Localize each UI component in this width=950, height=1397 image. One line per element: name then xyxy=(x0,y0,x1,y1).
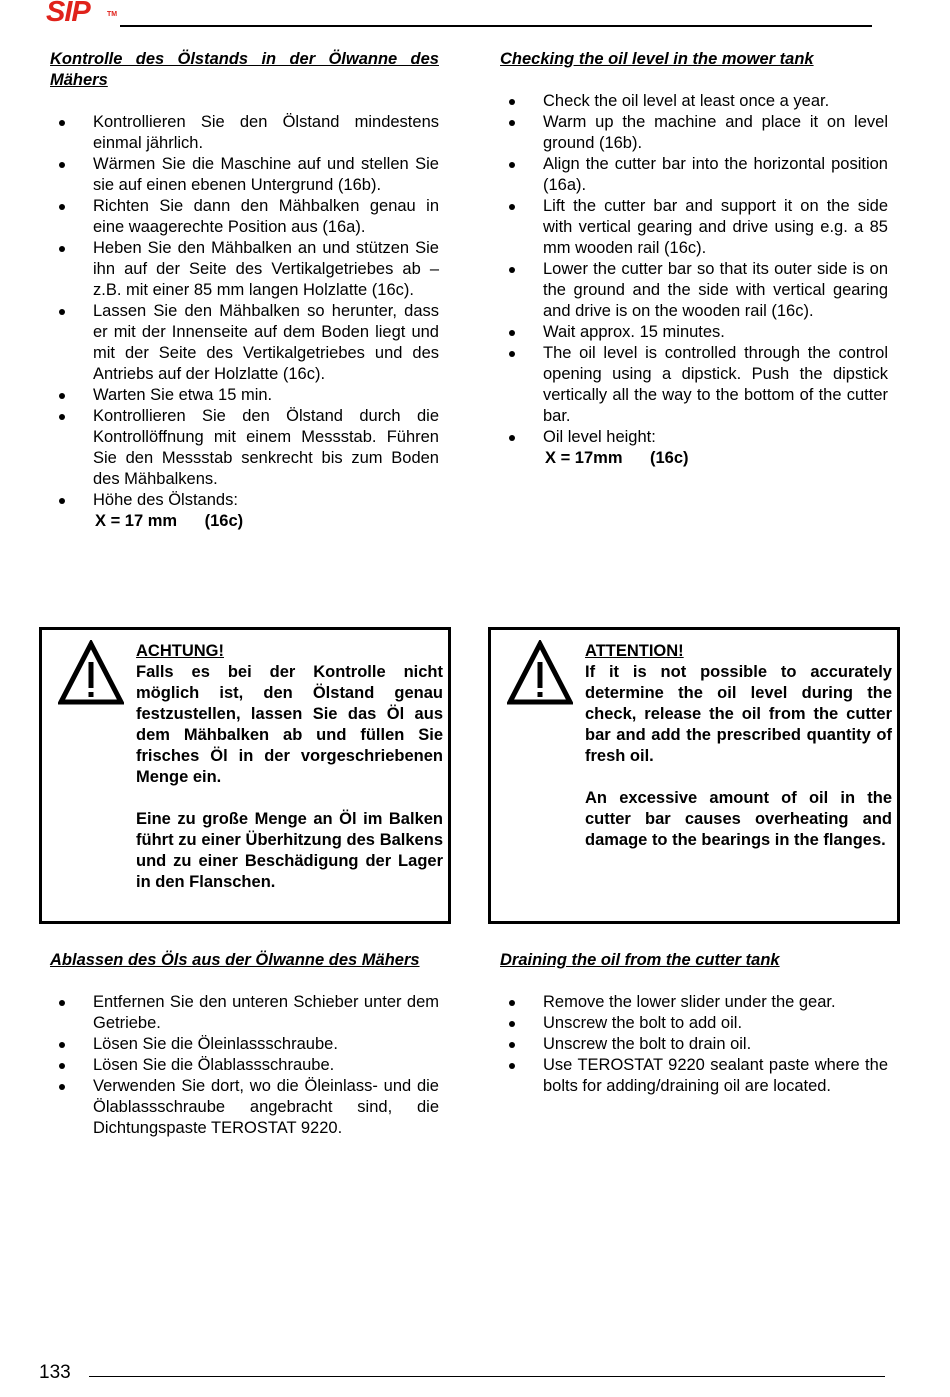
bullet-icon xyxy=(509,351,515,357)
list-item xyxy=(50,301,439,385)
bullet-icon xyxy=(59,1000,65,1006)
warning-text xyxy=(136,641,443,893)
bullet-icon xyxy=(59,120,65,126)
header-rule xyxy=(120,25,872,27)
bullet-icon xyxy=(509,1042,515,1048)
list-item xyxy=(50,112,439,154)
section-title: Kontrolle des Ölstands in der Ölwanne des Mähers xyxy=(50,50,439,89)
warning-title: ATTENTION! xyxy=(585,642,684,660)
bullet-icon xyxy=(509,330,515,336)
list-item xyxy=(50,196,439,238)
bullet-icon xyxy=(59,246,65,252)
bullet-icon xyxy=(59,162,65,168)
bullet-icon xyxy=(509,162,515,168)
list-item-text: The oil level is controlled through the control opening using a dipstick. Push the dipstick vertically all the way to the bottom of the cutter bar. xyxy=(543,344,888,425)
check-oil-section-en xyxy=(500,49,888,469)
list-item-text: Verwenden Sie dort, wo die Öleinlass- und die Ölablassschraube angebracht sind, die Dichtungspaste TEROSTAT 9220. xyxy=(93,1077,439,1137)
bullet-icon xyxy=(509,435,515,441)
check-steps-list xyxy=(50,112,439,532)
bullet-icon xyxy=(59,1084,65,1090)
bullet-icon xyxy=(509,204,515,210)
warning-paragraph: Eine zu große Menge an Öl im Balken führt zu einer Überhitzung des Balkens und zu einer Beschädigung der Lager in den Flanschen. xyxy=(136,810,443,891)
bullet-icon xyxy=(509,1021,515,1027)
list-item-text: Lift the cutter bar and support it on the side with vertical gearing and drive using e.g. a 85 mm wooden rail (16c). xyxy=(543,197,888,257)
list-item-text: Warm up the machine and place it on level ground (16b). xyxy=(543,113,888,152)
oil-level-value: X = 17 mm (16c) xyxy=(95,512,244,530)
list-item xyxy=(50,1076,439,1139)
list-item xyxy=(500,91,888,112)
list-item xyxy=(50,992,439,1034)
list-item-text: Wait approx. 15 minutes. xyxy=(543,323,725,341)
list-item-text: Heben Sie den Mähbalken an und stützen Sie ihn auf der Seite des Vertikalgetriebes ab – z.B. mit einer 85 mm langen Holzlatte (16c). xyxy=(93,239,439,299)
bullet-icon xyxy=(509,1063,515,1069)
list-item-text: Höhe des Ölstands: xyxy=(93,491,238,509)
list-item xyxy=(50,385,439,406)
list-item xyxy=(50,1034,439,1055)
list-item-text: Lassen Sie den Mähbalken so herunter, dass er mit der Innenseite auf dem Boden liegt und mit der Seite des Vertikalgetriebes und des Antriebs auf der Holzlatte (16c). xyxy=(93,302,439,383)
bullet-icon xyxy=(509,120,515,126)
list-item xyxy=(50,406,439,490)
list-item xyxy=(50,1055,439,1076)
section-title: Draining the oil from the cutter tank xyxy=(500,951,780,969)
list-item xyxy=(500,154,888,196)
drain-oil-section-en xyxy=(500,950,888,1097)
list-item xyxy=(50,238,439,301)
warning-triangle-icon xyxy=(58,640,124,706)
warning-box-en xyxy=(488,627,900,924)
page-number: 133 xyxy=(39,1362,71,1383)
list-item xyxy=(500,196,888,259)
bullet-icon xyxy=(59,1042,65,1048)
list-item-text: Remove the lower slider under the gear. xyxy=(543,993,836,1011)
footer-rule xyxy=(89,1376,885,1377)
list-item xyxy=(50,490,439,532)
section-title: Ablassen des Öls aus der Ölwanne des Mähers xyxy=(50,951,420,969)
check-oil-section-de xyxy=(50,49,439,532)
list-item xyxy=(500,112,888,154)
bullet-icon xyxy=(509,99,515,105)
list-item xyxy=(500,427,888,469)
trademark-mark: TM xyxy=(107,11,118,18)
list-item-text: Entfernen Sie den unteren Schieber unter dem Getriebe. xyxy=(93,993,439,1032)
warning-title: ACHTUNG! xyxy=(136,642,224,660)
list-item-text: Check the oil level at least once a year. xyxy=(543,92,830,110)
check-steps-list xyxy=(500,91,888,469)
list-item xyxy=(500,259,888,322)
list-item xyxy=(500,343,888,427)
list-item-text: Lösen Sie die Ölablassschraube. xyxy=(93,1056,335,1074)
list-item xyxy=(500,1055,888,1097)
bullet-icon xyxy=(59,309,65,315)
list-item xyxy=(500,992,888,1013)
list-item-text: Lower the cutter bar so that its outer side is on the ground and the side with vertical gearing and drive is on the wooden rail (16c). xyxy=(543,260,888,320)
bullet-icon xyxy=(59,498,65,504)
warning-box-de xyxy=(39,627,451,924)
oil-level-value: X = 17mm (16c) xyxy=(545,449,689,467)
drain-oil-section-de xyxy=(50,950,439,1139)
list-item xyxy=(500,322,888,343)
warning-text xyxy=(585,641,892,851)
list-item xyxy=(50,154,439,196)
list-item-text: Kontrollieren Sie den Ölstand mindestens einmal jährlich. xyxy=(93,113,439,152)
list-item-text: Kontrollieren Sie den Ölstand durch die Kontrollöffnung mit einem Messstab. Führen Sie den Messstab senkrecht bis zum Boden des Mähbalkens. xyxy=(93,407,439,488)
list-item-text: Unscrew the bolt to drain oil. xyxy=(543,1035,752,1053)
drain-steps-list xyxy=(500,992,888,1097)
bullet-icon xyxy=(509,267,515,273)
list-item-text: Unscrew the bolt to add oil. xyxy=(543,1014,743,1032)
list-item-text: Wärmen Sie die Maschine auf und stellen Sie sie auf einen ebenen Untergrund (16b). xyxy=(93,155,439,194)
warning-paragraph: If it is not possible to accurately determine the oil level during the check, release the oil from the cutter bar and add the prescribed quantity of fresh oil. xyxy=(585,663,892,765)
warning-triangle-icon xyxy=(507,640,573,706)
list-item-text: Use TEROSTAT 9220 sealant paste where the bolts for adding/draining oil are located. xyxy=(543,1056,888,1095)
sip-logo: SIP xyxy=(46,0,90,28)
list-item-text: Align the cutter bar into the horizontal position (16a). xyxy=(543,155,888,194)
list-item-text: Richten Sie dann den Mähbalken genau in eine waagerechte Position aus (16a). xyxy=(93,197,439,236)
list-item xyxy=(500,1013,888,1034)
bullet-icon xyxy=(59,393,65,399)
list-item-text: Lösen Sie die Öleinlassschraube. xyxy=(93,1035,338,1053)
section-title: Checking the oil level in the mower tank xyxy=(500,50,814,68)
warning-paragraph: An excessive amount of oil in the cutter bar causes overheating and damage to the bearings in the flanges. xyxy=(585,789,892,849)
list-item xyxy=(500,1034,888,1055)
warning-paragraph: Falls es bei der Kontrolle nicht möglich ist, den Ölstand genau festzustellen, lassen Sie das Öl aus dem Mähbalken ab und füllen Sie frisches Öl in der vorgeschriebenen Menge ein. xyxy=(136,663,443,786)
list-item-text: Oil level height: xyxy=(543,428,656,446)
drain-steps-list xyxy=(50,992,439,1139)
list-item-text: Warten Sie etwa 15 min. xyxy=(93,386,273,404)
bullet-icon xyxy=(59,414,65,420)
bullet-icon xyxy=(59,1063,65,1069)
bullet-icon xyxy=(59,204,65,210)
bullet-icon xyxy=(509,1000,515,1006)
